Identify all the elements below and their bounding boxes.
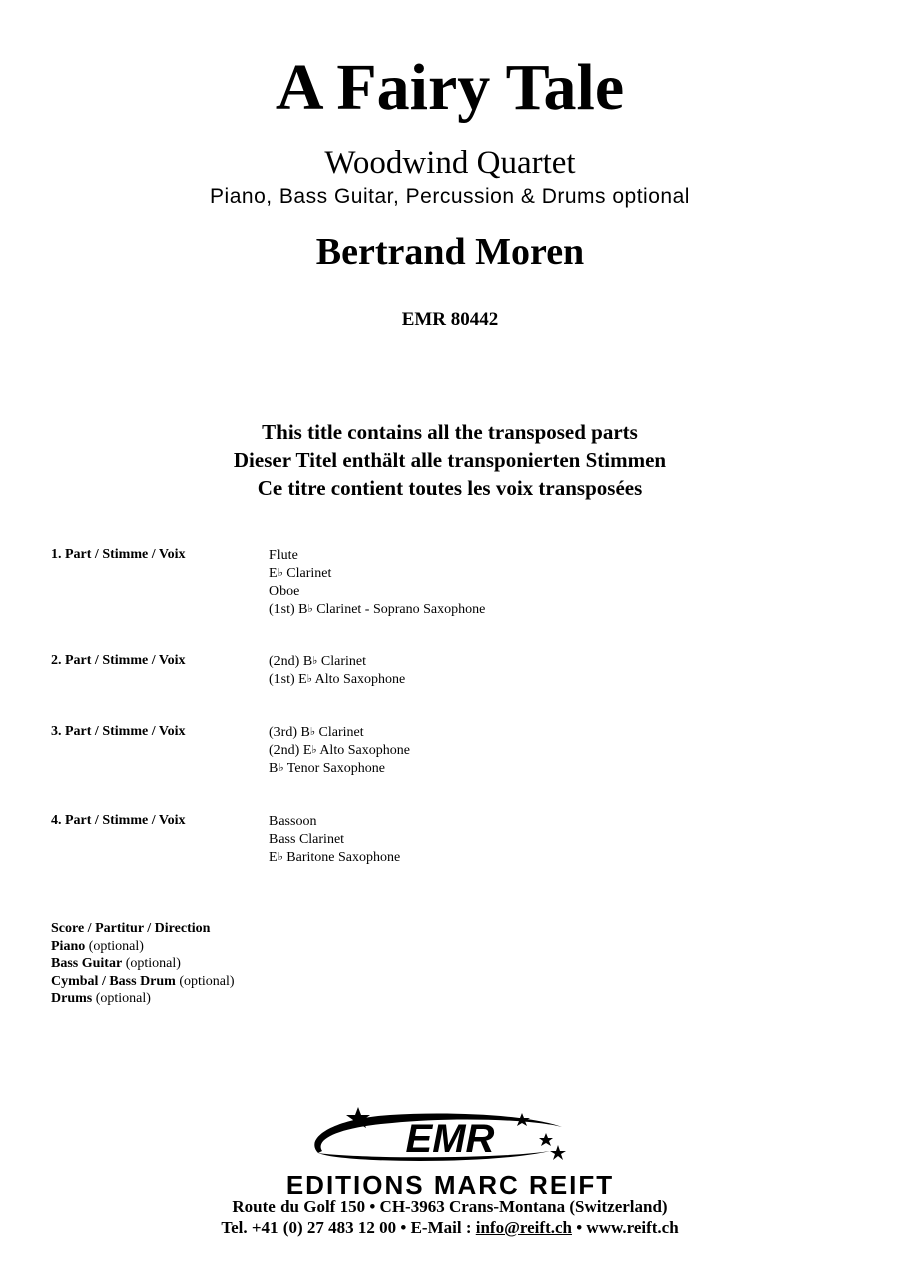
composer-name: Bertrand Moren [315, 231, 585, 273]
extra-part-line: Score / Partitur / Direction [51, 921, 211, 936]
flat-sign: ♭ [278, 762, 284, 774]
instrument-line: B♭ Tenor Saxophone [269, 761, 385, 776]
notice-french: Ce titre contient toutes les voix transposées [257, 476, 643, 500]
flat-sign: ♭ [306, 673, 312, 685]
flat-sign: ♭ [277, 567, 283, 579]
extra-part-line: Bass Guitar (optional) [51, 956, 181, 971]
extra-part-line: Piano (optional) [51, 938, 144, 954]
flat-sign: ♭ [311, 744, 317, 756]
instrument-line: (3rd) B♭ Clarinet [269, 725, 364, 740]
notice-english: This title contains all the transposed parts [262, 420, 638, 444]
part-instrument-list [269, 547, 485, 619]
instrument-line: (1st) B♭ Clarinet - Soprano Saxophone [269, 602, 486, 617]
publisher-address: Route du Golf 150 • CH-3963 Crans-Montana (Switzerland) [232, 1197, 668, 1216]
additional-parts-list [51, 920, 235, 1008]
document-title: A Fairy Tale [275, 51, 625, 124]
publisher-contact: Tel. +41 (0) 27 483 12 00 • E-Mail : info@reift.ch • www.reift.ch [221, 1218, 679, 1237]
logo-text: EMR [405, 1117, 495, 1161]
part-label: 2. Part / Stimme / Voix [51, 653, 186, 668]
flat-sign: ♭ [312, 655, 318, 667]
flat-sign: ♭ [307, 603, 313, 615]
instrument-line: Flute [269, 548, 298, 563]
flat-sign: ♭ [309, 726, 316, 738]
emr-logo [300, 1105, 600, 1167]
instrument-line: (2nd) E♭ Alto Saxophone [269, 743, 410, 758]
instrument-line: (2nd) B♭ Clarinet [269, 654, 366, 669]
instrument-line: E♭ Clarinet [269, 566, 332, 581]
extra-part-line: Drums (optional) [51, 991, 151, 1006]
part-instrument-list [269, 653, 405, 689]
flat-sign: ♭ [277, 851, 283, 863]
part-label: 4. Part / Stimme / Voix [51, 813, 186, 828]
notice-german: Dieser Titel enthält alle transponierten Stimmen [233, 448, 667, 472]
publisher-name: EDITIONS MARC REIFT [285, 1170, 615, 1200]
extra-part-line: Cymbal / Bass Drum (optional) [51, 973, 235, 989]
instrument-line: E♭ Baritone Saxophone [269, 850, 401, 865]
email-link[interactable]: info@reift.ch [475, 1218, 572, 1237]
instrument-line: Bass Clarinet [269, 832, 345, 847]
optional-instruments-subtitle: Piano, Bass Guitar, Percussion & Drums optional [210, 185, 690, 208]
instrument-line: (1st) E♭ Alto Saxophone [269, 672, 406, 687]
instrument-line: Oboe [269, 584, 300, 599]
ensemble-subtitle: Woodwind Quartet [324, 145, 576, 181]
part-label: 1. Part / Stimme / Voix [51, 547, 186, 562]
part-label: 3. Part / Stimme / Voix [51, 724, 186, 739]
part-instrument-list [269, 813, 400, 867]
part-instrument-list [269, 724, 410, 778]
catalog-number: EMR 80442 [401, 309, 499, 330]
instrument-line: Bassoon [269, 814, 317, 829]
